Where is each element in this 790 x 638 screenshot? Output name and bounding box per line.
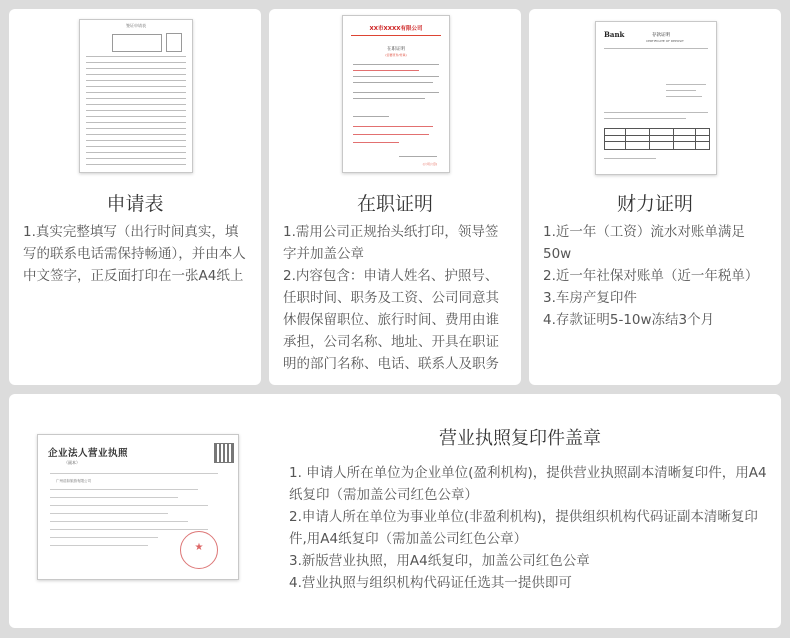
letter-note: (需要原件/传真) xyxy=(385,53,407,57)
qr-code-icon xyxy=(214,443,234,463)
financial-proof-card xyxy=(529,9,781,385)
official-seal-icon: ★ xyxy=(180,531,218,569)
card-body xyxy=(543,221,769,331)
license-subtitle: （副本） xyxy=(64,460,80,465)
card-title: 在职证明 xyxy=(356,193,433,215)
deposit-subtitle: CERTIFICATE OF DEPOSIT xyxy=(646,39,684,43)
list-item: 4.营业执照与组织机构代码证任选其一提供即可 xyxy=(289,575,572,591)
list-item: 1. 申请人所在单位为企业单位(盈利机构)，提供营业执照副本清晰复印件，用A4纸复印（需加盖公司红色公章） xyxy=(289,465,767,503)
business-license-thumbnail xyxy=(37,434,239,580)
deposit-title: 存款证明 xyxy=(652,33,670,38)
employment-letter-card xyxy=(269,9,521,385)
letter-rule xyxy=(351,35,441,36)
list-item: 3.新版营业执照，用A4纸复印，加盖公司红色公章 xyxy=(289,553,590,569)
license-section-title: 营业执照复印件盖章 xyxy=(439,428,601,449)
card-body xyxy=(283,221,509,375)
license-section-body xyxy=(289,462,775,594)
card-title: 申请表 xyxy=(106,193,164,215)
employment-letter-thumbnail xyxy=(342,15,450,173)
list-item: 1.需用公司正规抬头纸打印，领导签字并加盖公章 xyxy=(283,224,499,262)
card-body xyxy=(23,221,249,287)
bank-logo: Bank xyxy=(604,30,625,39)
list-item: 1.真实完整填写（出行时间真实，填写的联系电话需保持畅通），并由本人中文签字，正反面打印在一张A4纸上 xyxy=(23,224,246,284)
form-title: 签证申请表 xyxy=(126,23,146,28)
license-company: 广州浩如旅游有限公司 xyxy=(56,479,91,483)
list-item: 2.内容包含：申请人姓名、护照号、任职时间、职务及工资、公司同意其休假保留职位、旅行时间、费用由谁承担，公司名称、地址、开具在职证明的部门名称、电话、联系人及职务 xyxy=(283,268,499,372)
deposit-table xyxy=(604,128,710,150)
license-title: 企业法人营业执照 xyxy=(48,448,129,459)
list-item: 2.近一年社保对账单（近一年税单） xyxy=(543,268,759,284)
deposit-certificate-thumbnail xyxy=(595,21,717,175)
card-title: 财力证明 xyxy=(616,193,693,215)
business-license-card xyxy=(9,394,781,628)
list-item: 2.申请人所在单位为事业单位(非盈利机构)，提供组织机构代码证副本清晰复印件,用A4纸复印（需加盖公司红色公章） xyxy=(289,509,758,547)
list-item: 1.近一年（工资）流水对账单满足50w xyxy=(543,224,745,262)
letter-company: XX市XXXX有限公司 xyxy=(369,26,423,32)
application-form-card xyxy=(9,9,261,385)
letter-title: 在职证明 xyxy=(387,47,405,52)
application-form-thumbnail xyxy=(79,19,193,173)
list-item: 4.存款证明5-10w冻结3个月 xyxy=(543,312,715,328)
letter-seal: (公司公章) xyxy=(422,162,437,166)
list-item: 3.车房产复印件 xyxy=(543,290,637,306)
